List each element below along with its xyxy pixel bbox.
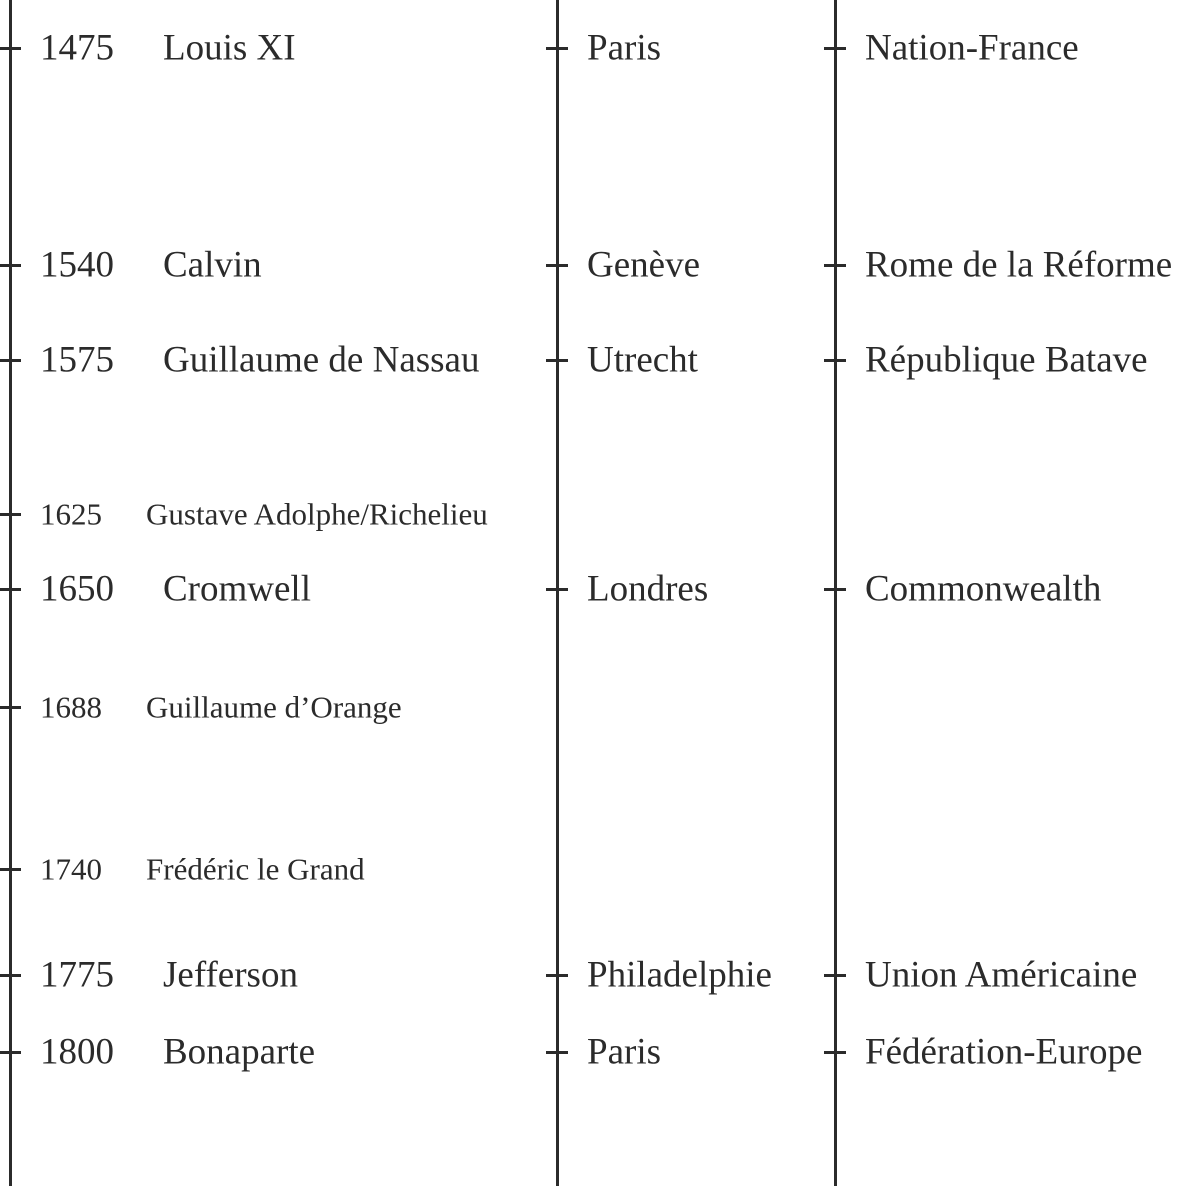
- city-tick: [546, 47, 568, 50]
- polity-tick: [824, 588, 846, 591]
- person-label: Guillaume de Nassau: [163, 339, 480, 381]
- person-label: Louis XI: [163, 27, 296, 69]
- polity-tick: [824, 359, 846, 362]
- year-tick: [0, 1051, 21, 1054]
- year-tick: [0, 706, 21, 709]
- person-label: Calvin: [163, 244, 262, 286]
- polity-label: Fédération-Europe: [865, 1031, 1143, 1073]
- year-tick: [0, 264, 21, 267]
- city-label: Paris: [587, 27, 661, 69]
- polity-tick: [824, 1051, 846, 1054]
- year-tick: [0, 359, 21, 362]
- polity-tick: [824, 47, 846, 50]
- year-label: 1740: [40, 851, 102, 887]
- city-tick: [546, 1051, 568, 1054]
- person-label: Gustave Adolphe/Richelieu: [146, 496, 488, 532]
- polity-label: Rome de la Réforme: [865, 244, 1173, 286]
- polity-label: Commonwealth: [865, 568, 1102, 610]
- person-label: Frédéric le Grand: [146, 851, 365, 887]
- year-tick: [0, 588, 21, 591]
- city-label: Utrecht: [587, 339, 698, 381]
- city-label: Philadelphie: [587, 954, 772, 996]
- polity-label: République Batave: [865, 339, 1148, 381]
- city-tick: [546, 588, 568, 591]
- city-label: Paris: [587, 1031, 661, 1073]
- year-label: 1775: [40, 954, 114, 996]
- year-tick: [0, 974, 21, 977]
- year-label: 1575: [40, 339, 114, 381]
- city-tick: [546, 974, 568, 977]
- city-tick: [546, 359, 568, 362]
- year-tick: [0, 513, 21, 516]
- person-label: Bonaparte: [163, 1031, 316, 1073]
- polity-axis-line: [834, 0, 837, 1186]
- year-label: 1650: [40, 568, 114, 610]
- year-tick: [0, 868, 21, 871]
- city-axis-line: [556, 0, 559, 1186]
- person-label: Jefferson: [163, 954, 298, 996]
- year-label: 1688: [40, 689, 102, 725]
- polity-label: Nation-France: [865, 27, 1079, 69]
- year-label: 1540: [40, 244, 114, 286]
- polity-label: Union Américaine: [865, 954, 1138, 996]
- city-label: Genève: [587, 244, 700, 286]
- person-label: Guillaume d’Orange: [146, 689, 402, 725]
- year-axis-line: [9, 0, 12, 1186]
- year-label: 1800: [40, 1031, 114, 1073]
- city-label: Londres: [587, 568, 709, 610]
- polity-tick: [824, 974, 846, 977]
- year-label: 1475: [40, 27, 114, 69]
- year-tick: [0, 47, 21, 50]
- polity-tick: [824, 264, 846, 267]
- year-label: 1625: [40, 496, 102, 532]
- person-label: Cromwell: [163, 568, 311, 610]
- city-tick: [546, 264, 568, 267]
